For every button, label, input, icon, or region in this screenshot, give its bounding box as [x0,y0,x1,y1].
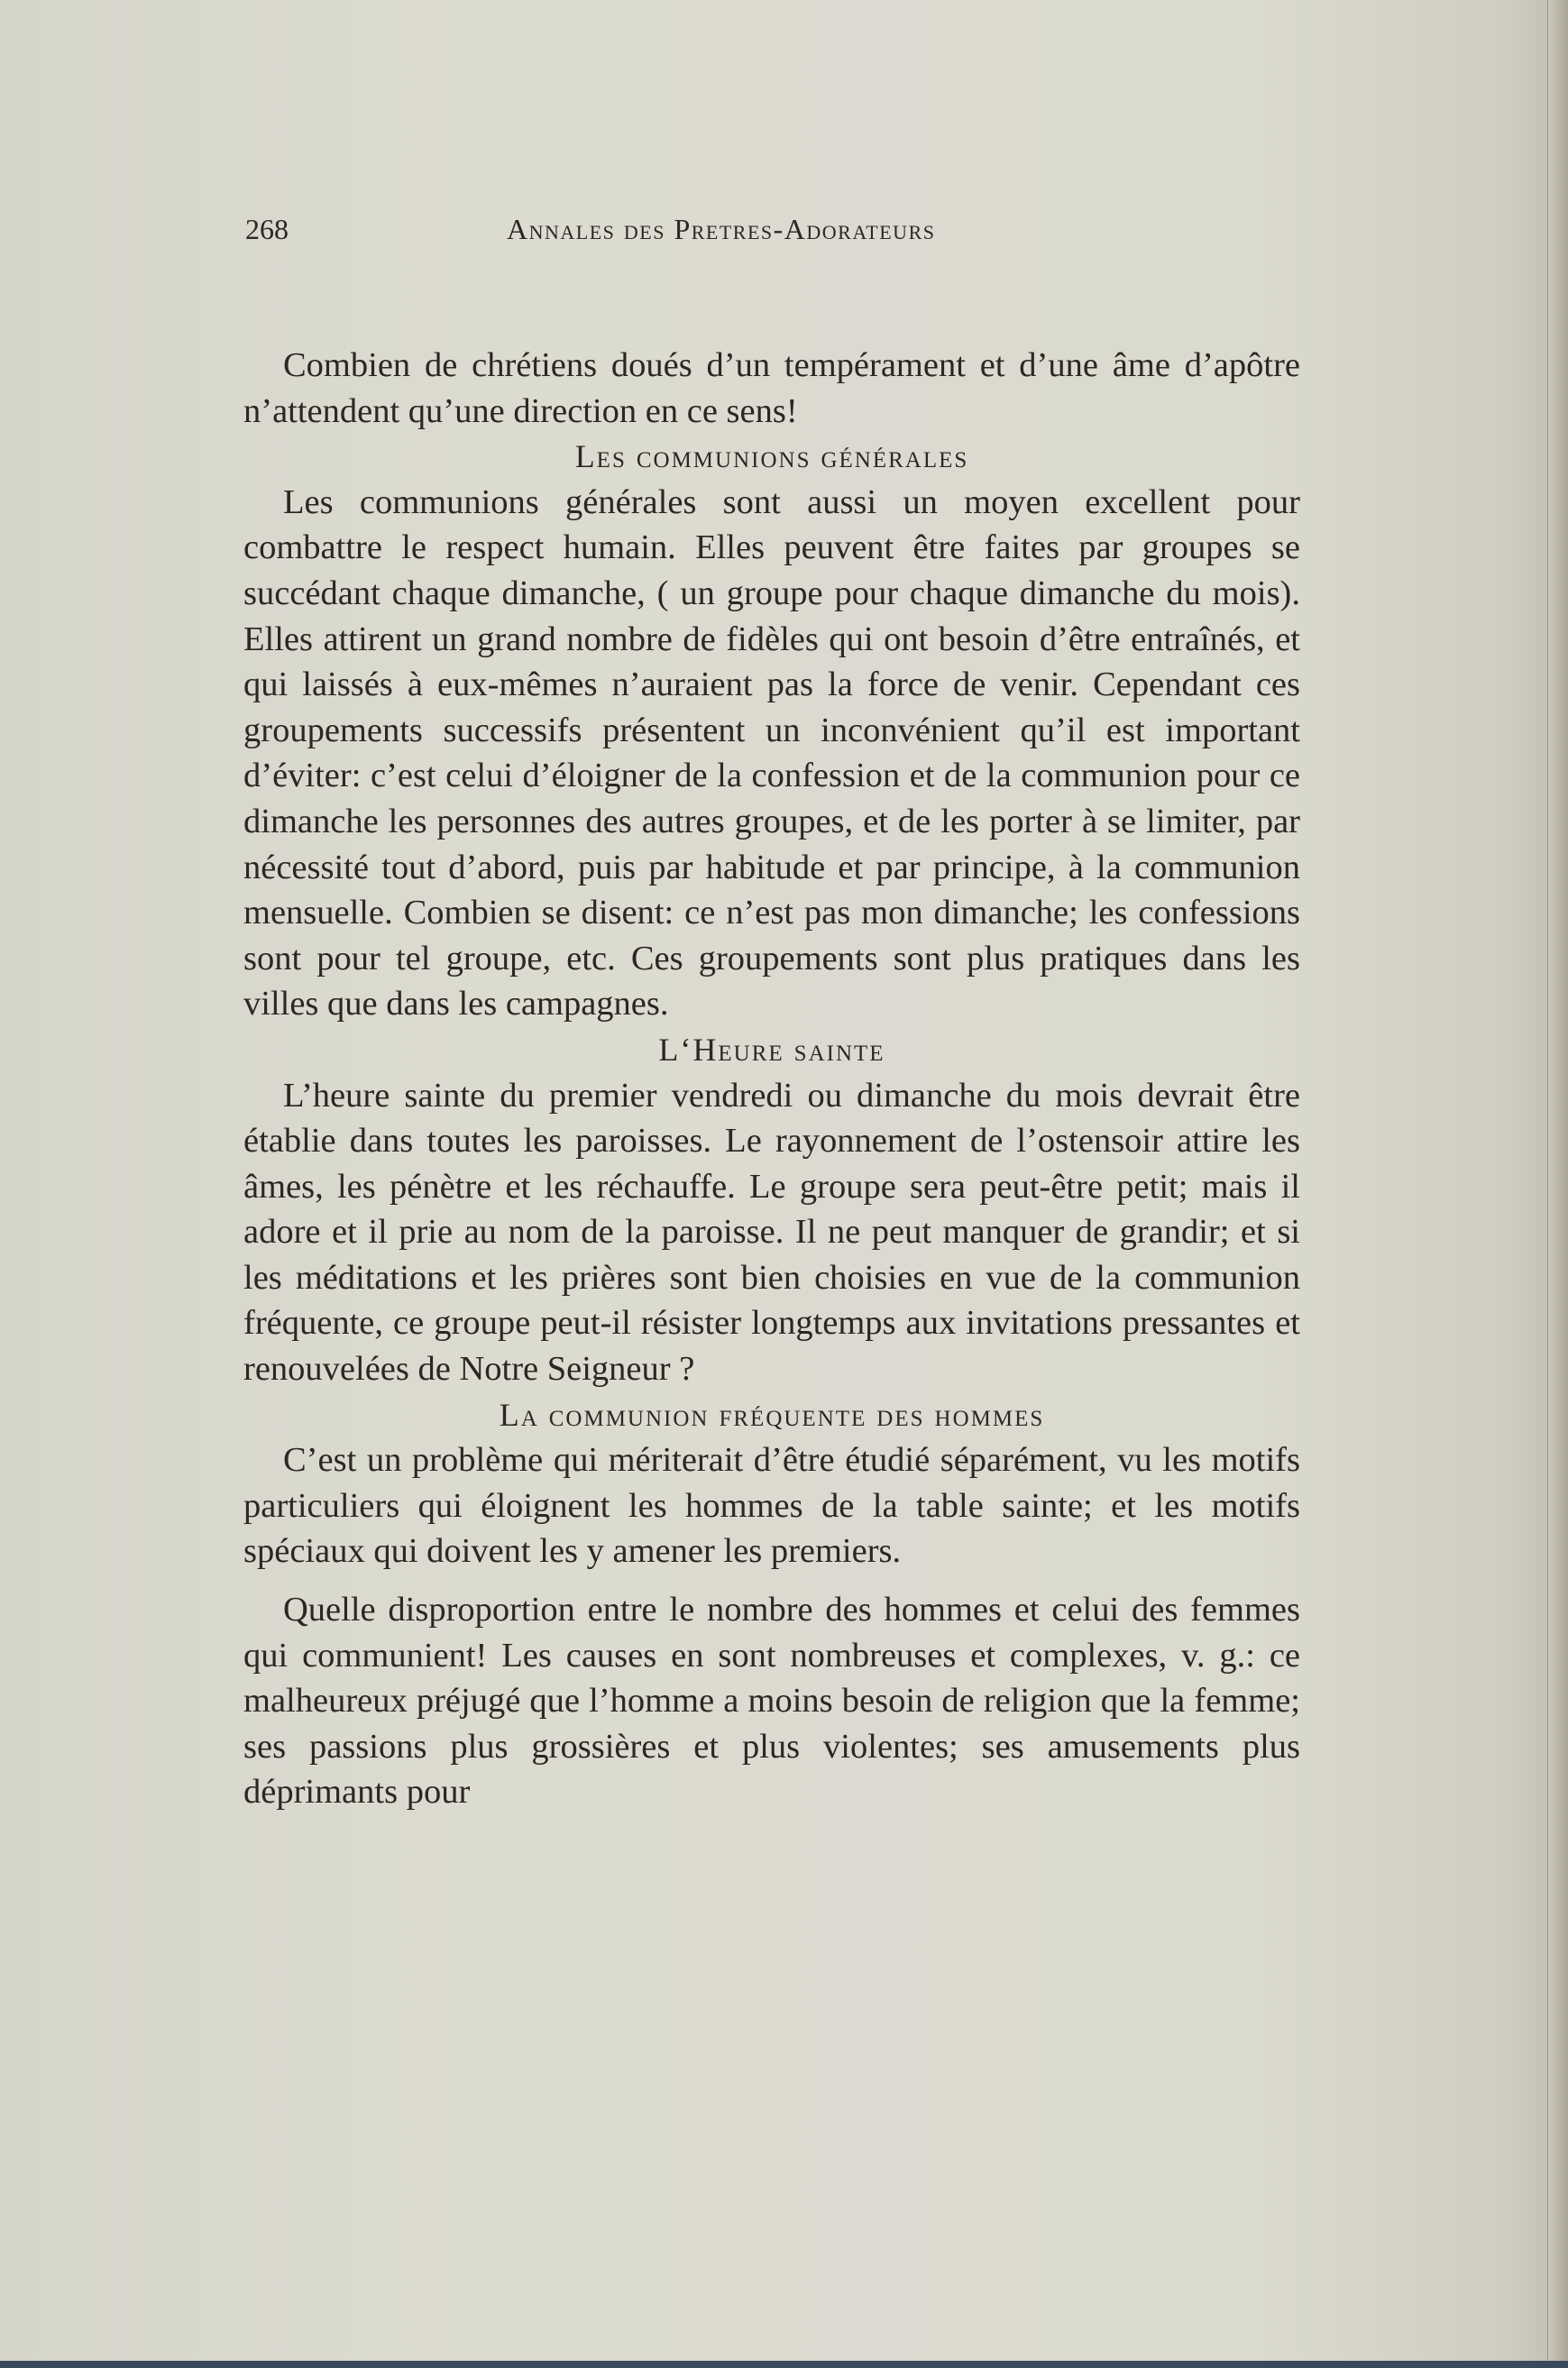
section-heading-communion-hommes: La communion fréquente des hommes [499,1396,1045,1433]
page-edge-shadow [1547,0,1568,2368]
running-title: Annales des Pretres-Adorateurs [507,213,936,245]
section-heading-communions-generales: Les communions générales [574,438,969,475]
scan-bottom-border [0,2361,1568,2368]
page-header [245,213,1300,254]
paragraph-communion-hommes: C’est un problème qui mériterait d’être étudié séparément, vu les motifs particuliers qui éloignent les hommes de la table sainte; et les motifs spéciaux qui doivent les y amener les premiers. [243,1441,1300,1571]
page-number: 268 [245,213,289,245]
page-body [243,343,1300,1815]
paragraph-communions-generales: Les communions générales sont aussi un moyen excellent pour combattre le respect humain. Elles peuvent être faites par groupes se succédant chaque dimanche, ( un groupe pour chaque dimanche du mois). Elles attirent un grand nombre de fidèles qui ont besoin d’être entraînés, et qui laissés à eux-mêmes n’auraient pas la force de venir. Cependant ces groupements successifs présentent un inconvénient qu’il est important d’éviter: c’est celui d’éloigner de la confession et de la communion pour ce dimanche les personnes des autres groupes, et de les porter à se limiter, par nécessité tout d’abord, puis par habitude et par principe, à la communion mensuelle. Combien se disent: ce n’est pas mon dimanche; les confessions sont pour tel groupe, etc. Ces groupements sont plus pratiques dans les villes que dans les campagnes. [243,482,1300,1023]
paragraph-disproportion: Quelle disproportion entre le nombre des hommes et celui des femmes qui communient! Les causes en sont nombreuses et complexes, v. g.: ce malheureux préjugé que l’homme a moins besoin de religion que la femme; ses passions plus grossières et plus violentes; ses amusements plus déprimants pour [243,1591,1300,1812]
paragraph-intro: Combien de chrétiens doués d’un tempérament et d’une âme d’apôtre n’attendent qu’une direction en ce sens! [243,346,1300,430]
paragraph-heure-sainte: L’heure sainte du premier vendredi ou dimanche du mois devrait être établie dans toutes les paroisses. Le rayonnement de l’ostensoir attire les âmes, les pénètre et les réchauffe. Le groupe sera peut-être petit; mais il adore et il prie au nom de la paroisse. Il ne peut manquer de grandir; et si les méditations et les prières sont bien choisies en vue de la communion fréquente, ce groupe peut-il résister longtemps aux invitations pressantes et renouvelées de Notre Seigneur ? [243,1076,1300,1389]
section-heading-heure-sainte: L‘Heure sainte [658,1031,885,1068]
